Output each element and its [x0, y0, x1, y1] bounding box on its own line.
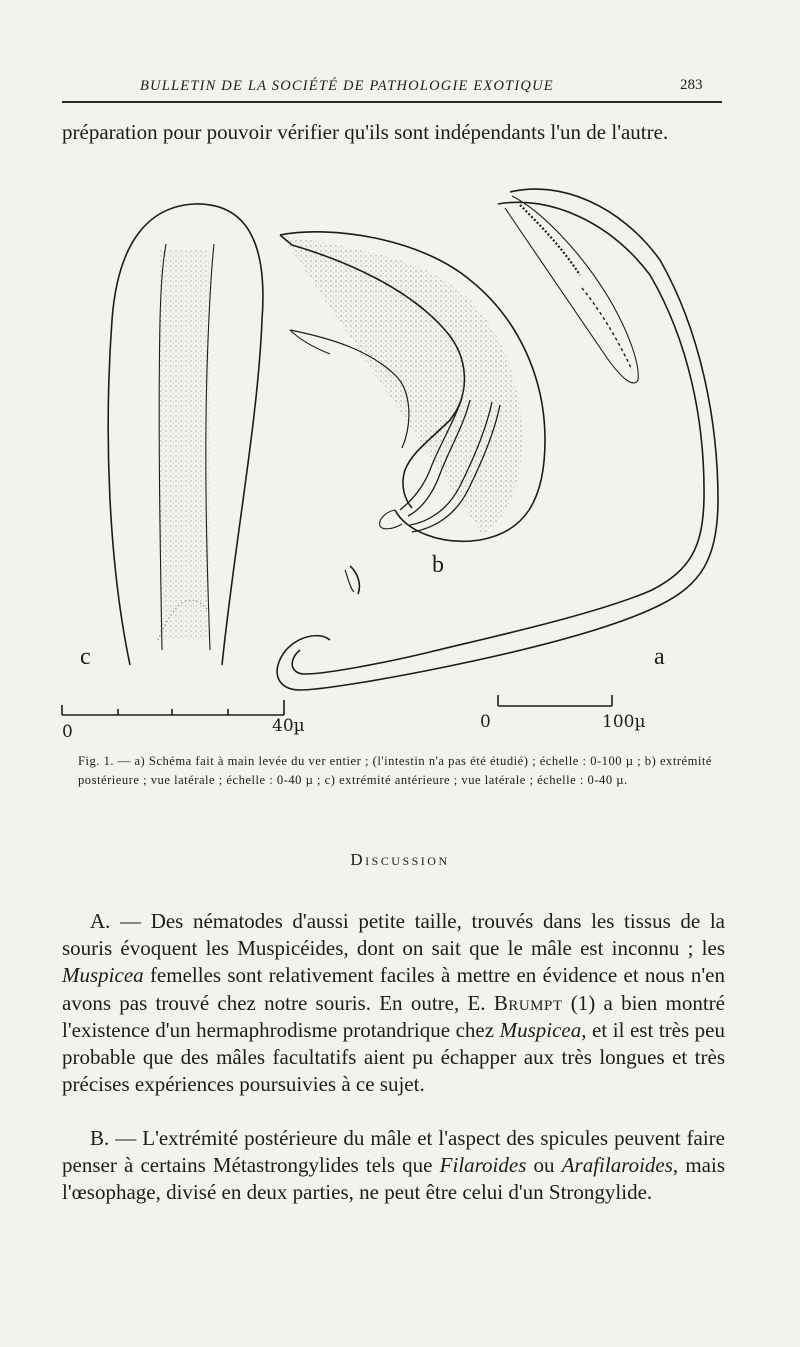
scale-bar-right	[498, 695, 612, 706]
paragraph-a-genus-2: Muspicea	[499, 1017, 582, 1042]
scale-right-end: 100µ	[602, 712, 646, 732]
running-head: BULLETIN DE LA SOCIÉTÉ DE PATHOLOGIE EXOTIQUE	[140, 78, 554, 94]
paragraph-a-genus-1: Muspicea	[62, 963, 144, 988]
paragraph-a	[62, 908, 725, 1098]
paragraph-a-text-4: , et il est très peu probable que des mâles facultatifs aient pu échapper aux très longues et très précises expériences poursuivies à ce sujet.	[62, 1017, 725, 1097]
figure-label-a: a	[654, 644, 665, 670]
paragraph-b-text-1: B. — L'extrémité postérieure du mâle et l'aspect des spicules peuvent faire penser à certains Métastrongylides tels que	[62, 1126, 725, 1178]
paragraph-b-text-2: ou	[526, 1153, 562, 1178]
paragraph-b	[62, 1125, 725, 1207]
intro-paragraph: préparation pour pouvoir vérifier qu'ils sont indépendants l'un de l'autre.	[62, 120, 669, 144]
drawing-c-anterior-extremity	[108, 204, 263, 665]
paragraph-a-text-1: A. — Des nématodes d'aussi petite taille, trouvés dans les tissus de la souris évoquent les Muspicéides, dont on sait que le mâle est inconnu ; les	[62, 909, 725, 961]
scale-left-end: 40µ	[272, 716, 305, 736]
figure-label-c: c	[80, 644, 91, 670]
paragraph-b-genus-1: Filaroides	[439, 1153, 527, 1178]
figure-caption	[78, 752, 712, 790]
drawing-b-posterior-extremity	[280, 232, 545, 594]
figure-label-b: b	[432, 552, 444, 578]
scale-right-start: 0	[480, 712, 491, 732]
paragraph-a-text-3: (1) a bien montré l'existence d'un hermaphrodisme protandrique chez	[62, 990, 725, 1042]
paragraph-b-genus-2: Arafilaroides	[561, 1153, 673, 1178]
paragraph-a-author: Brumpt	[493, 990, 563, 1015]
scale-bar-left	[62, 700, 284, 715]
section-heading: Discussion	[350, 850, 450, 869]
page-number: 283	[680, 77, 703, 93]
paragraph-b-text-3: , mais l'œsophage, divisé en deux parties, ne peut être celui d'un Strongylide.	[62, 1153, 725, 1205]
paragraph-a-text-2: femelles sont relativement faciles à mettre en évidence et nous n'en avons pas trouvé chez notre souris. En outre, E.	[62, 963, 725, 1015]
caption-text: — a) Schéma fait à main levée du ver entier ; (l'intestin n'a pas été étudié) ; échelle : 0-100 µ ; b) extrémité postérieure ; vue latérale ; échelle : 0-40 µ ; c) extrémité antérieure ; vue latérale ; échelle : 0-40 µ.	[78, 754, 712, 787]
figure-id: Fig. 1.	[78, 754, 115, 768]
scale-left-start: 0	[62, 722, 73, 742]
